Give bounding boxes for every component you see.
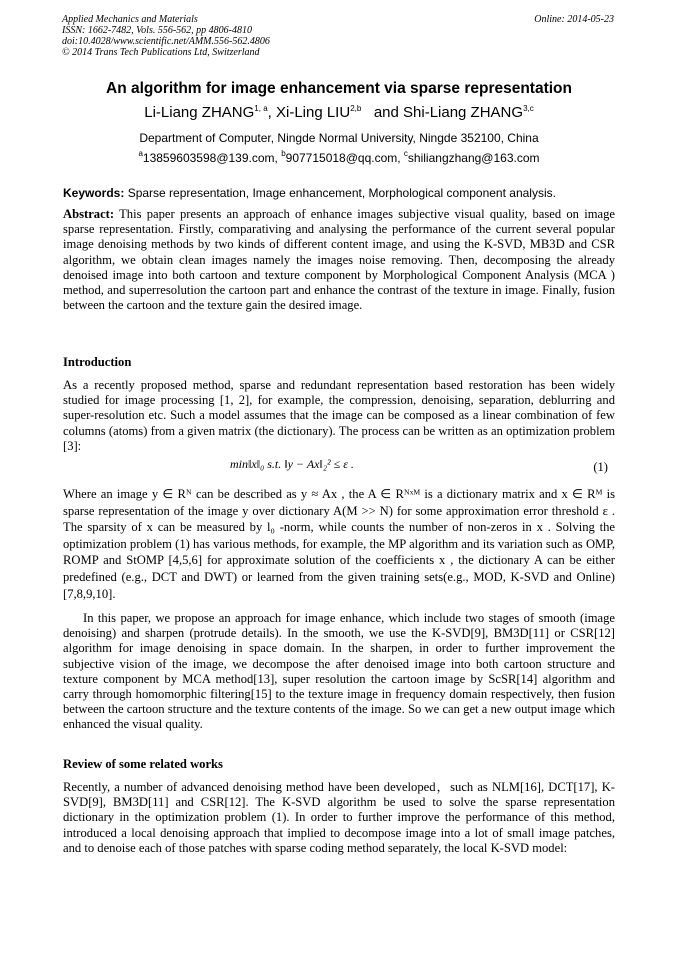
intro-paragraph-2: Where an image y ∈ Rᴺ can be described as y ≈ Ax , the A ∈ Rᴺˣᴹ is a dictionary matrix and x ∈ Rᴹ is sparse representation of the image y over dictionary A(M >> N) for some approximation error threshold ε . The sparsity of x can be measured by l₀ -norm, while counts the number of non-zeros in x . Solving the optimization problem (1) has various methods, for example, the MP algorithm and its variation such as OMP, ROMP and StOMP [4,5,6] for approximate solution of the coefficients x , the dictionary A can be either predefined (e.g., DCT and DWT) or learned from the given training sets(e.g., MOD, K-SVD and Online)[7,8,9,10]. [63, 487, 615, 601]
author-name: Xi-Ling LIU [275, 104, 351, 121]
abstract-label: Abstract: [63, 207, 115, 221]
affiliation: Department of Computer, Ningde Normal University, Ningde 352100, China [139, 131, 539, 145]
journal-name: Applied Mechanics and Materials [62, 14, 198, 25]
copyright-line: © 2014 Trans Tech Publications Ltd, Switzerland [62, 47, 260, 58]
paper-title: An algorithm for image enhancement via sparse representation [106, 80, 572, 97]
review-heading: Review of some related works [63, 757, 223, 771]
email-mark: c [403, 149, 408, 158]
keywords-section [63, 186, 615, 200]
author-affil-mark: 2,b [350, 104, 362, 113]
intro-paragraph-1: As a recently proposed method, sparse and redundant representation based restoration has been widely studied for image processing [1, 2], for example, the compression, denoising, separation, deblurring and super-resolution etc. Such a model assumes that the image can be composed as a linear combination of few columns (atoms) from a given matrix (the dictionary). The process can be written as an optimization problem [3]: [63, 378, 615, 453]
email-mark: a [138, 149, 143, 158]
abstract-text: This paper presents an approach of enhance images subjective visual quality, based on image sparse representation. Firstly, comparativing and analysing the performance of the current several popular image denoising methods by two kinds of different content image, and using the K-SVD, MB3D and CSR algorithm, we obtain clean images namely the images noise removing. Then, decomposing the already denoised image into both cartoon and texture component by Morphological Component Analysis (MCA ) method, and superresolution the cartoon part and enhance the contrast of the texture in image. Finally, fusion between the cartoon and the texture gain the desired image. [63, 207, 615, 313]
equation-number: (1) [593, 460, 608, 474]
email-address: shiliangzhang@163.com [407, 151, 540, 165]
keywords-label: Keywords: [63, 186, 125, 200]
review-paragraph-1: Recently, a number of advanced denoising method have been developed，such as NLM[16], DCT[17], K-SVD[9], BM3D[11] and CSR[12]. The K-SVD algorithm be used to solve the sparse representation dictionary in the optimization problem (1). In order to further improve the performance of this method, introduced a local denoising approach that implied to decompose image into a lot of small image patches, and to denoise each of those patches with sparse coding method separately, the local K-SVD model: [63, 780, 615, 855]
issn-line: ISSN: 1662-7482, Vols. 556-562, pp 4806-4810 [62, 25, 252, 36]
email-line [0, 151, 678, 165]
intro-paragraph-3: In this paper, we propose an approach for image enhance, which include two stages of smooth (image denoising) and sharpen (protrude details). In the smooth, we use the K-SVD[9], BM3D[11] or CSR[12] algorithm for image denoising in space domain. In the sharpen, in order to further improvement the subjective vision of the image, we decompose the after denoised image into both cartoon structure and texture component by MCA method[13], super resolution the cartoon image by ScSR[14] algorithm and carry through homomorphic filtering[15] to the texture image in frequency domain respectively, then fusion between the cartoon structure and the texture contents of the image. So we can get a new output image which enhanced the visual quality. [63, 611, 615, 732]
author-affil-mark: 1, a [254, 104, 268, 113]
journal-header [62, 14, 270, 58]
email-address: 13859603598@139.com, [142, 151, 282, 165]
author-name: Shi-Liang ZHANG [403, 104, 524, 121]
abstract-section [63, 207, 615, 313]
intro-heading: Introduction [63, 355, 132, 369]
author-separator: , [267, 104, 276, 121]
equation: min‖x‖₀ s.t. ‖y − Ax‖₂² ≤ ε . [230, 457, 354, 471]
email-address: 907715018@qq.com, [285, 151, 404, 165]
author-name: Li-Liang ZHANG [144, 104, 255, 121]
author-affil-mark: 3,c [523, 104, 534, 113]
doi-line: doi:10.4028/www.scientific.net/AMM.556-562.4806 [62, 36, 270, 47]
author-line [0, 104, 678, 121]
online-date: Online: 2014-05-23 [534, 14, 614, 25]
author-separator: and [361, 104, 404, 121]
keywords-text: Sparse representation, Image enhancement, Morphological component analysis. [127, 186, 556, 200]
email-mark: b [281, 149, 286, 158]
